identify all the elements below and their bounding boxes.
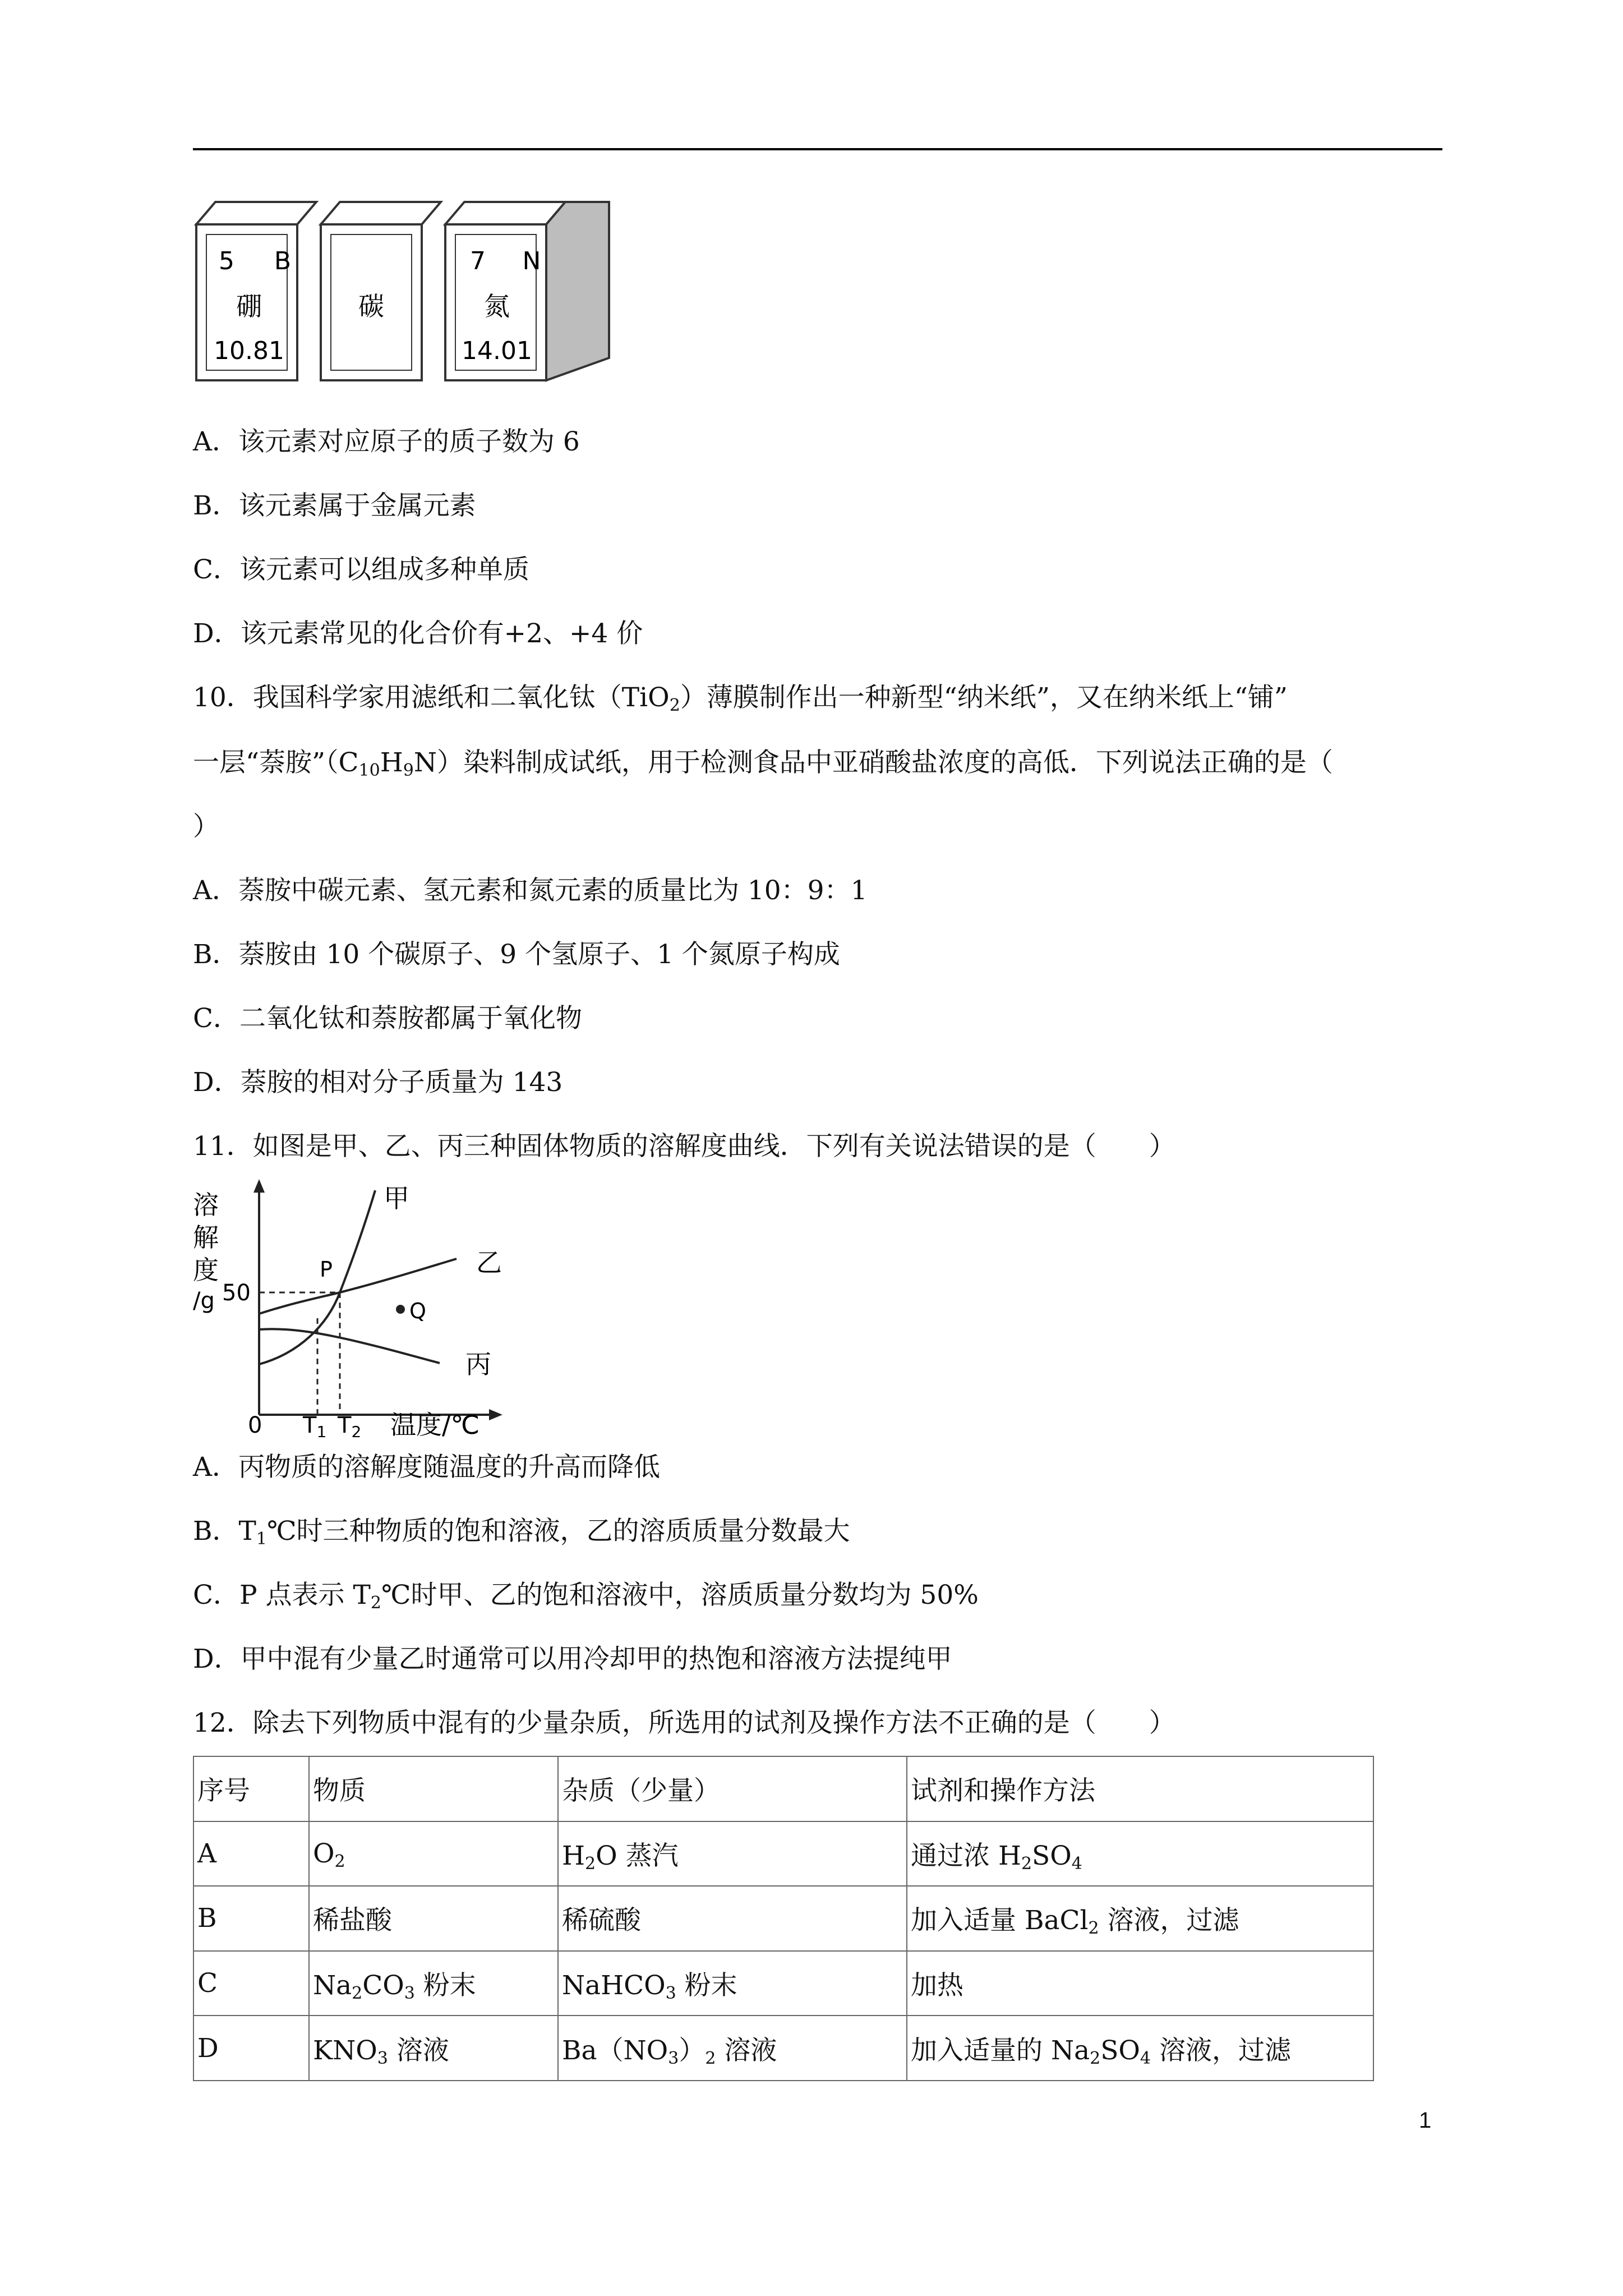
row-impurity: 稀硫酸 xyxy=(558,1886,907,1951)
table-row xyxy=(193,1821,1373,1887)
table-row xyxy=(193,1886,1373,1951)
q11-stem: 11．如图是甲、乙、丙三种固体物质的溶解度曲线．下列有关说法错误的是（ ） xyxy=(193,1131,1175,1162)
row-impurity: $Ba(NO_3)_2$ 溶液 xyxy=(558,2016,907,2081)
origin-label: 0 xyxy=(248,1412,262,1437)
row-method: 通过浓 $H_2SO_4$ xyxy=(907,1821,1373,1887)
cell-3-name: 氮 xyxy=(484,291,510,321)
q12-stem: 12．除去下列物质中混有的少量杂质，所选用的试剂及操作方法不正确的是（ ） xyxy=(193,1708,1175,1738)
row-id: C xyxy=(193,1951,309,2016)
curve-bing xyxy=(259,1329,440,1363)
point-p-label: P xyxy=(320,1257,333,1282)
curve-jia-label: 甲 xyxy=(384,1183,409,1213)
header-cell: 序号 xyxy=(193,1756,309,1821)
row-method: 加热 xyxy=(907,1951,1373,2016)
q10-option-d: D．萘胺的相对分子质量为 143 xyxy=(193,1067,563,1098)
table-row xyxy=(193,2016,1373,2081)
header-cell: 试剂和操作方法 xyxy=(907,1756,1373,1821)
q9-option-c: C．该元素可以组成多种单质 xyxy=(193,554,529,585)
table-header-row xyxy=(193,1756,1373,1821)
ylabel-char-4: /g xyxy=(193,1288,215,1314)
row-impurity: NaHCO$_3$ 粉末 xyxy=(558,1951,907,2016)
curve-jia xyxy=(259,1190,375,1364)
header-cell: 杂质（少量） xyxy=(558,1756,907,1821)
x-axis-label: 温度/℃ xyxy=(390,1410,480,1437)
q9-option-b: B．该元素属于金属元素 xyxy=(193,490,476,521)
ylabel-char-3: 度 xyxy=(193,1255,219,1285)
t2-label: $T_2$ xyxy=(338,1412,362,1437)
ylabel-char-1: 溶 xyxy=(193,1190,219,1220)
ylabel-char-2: 解 xyxy=(193,1222,219,1253)
row-substance: $KNO_3$ 溶液 xyxy=(309,2016,558,2081)
cell-1-symbol: B xyxy=(274,247,292,275)
t1-label: $T_1$ xyxy=(303,1412,327,1437)
q10-option-a: A．萘胺中碳元素、氢元素和氮元素的质量比为 10：9：1 xyxy=(193,875,868,906)
row-id: A xyxy=(193,1821,309,1887)
curve-yi xyxy=(259,1259,457,1314)
curve-yi-label: 乙 xyxy=(476,1248,502,1278)
q9-option-a: A．该元素对应原子的质子数为 6 xyxy=(193,426,580,457)
q9-option-d: D．该元素常见的化合价有+2、+4 价 xyxy=(193,618,643,649)
q10-stem-line2: 一层“萘胺$”(C_{10}H_9N)$染料制成试纸，用于检测食品中亚硝酸盐浓度的高低．下列说法正确的是（ xyxy=(193,747,1333,780)
row-method: 加入适量的 $Na_2SO_4$ 溶液，过滤 xyxy=(907,2016,1373,2081)
row-substance: 稀盐酸 xyxy=(309,1886,558,1951)
q12-table xyxy=(193,1756,1374,2081)
point-q-label: Q xyxy=(409,1299,426,1323)
row-impurity: $H_2O$ 蒸汽 xyxy=(558,1821,907,1887)
element-cells-figure xyxy=(193,191,619,394)
q10-option-b: B．萘胺由 10 个碳原子、9 个氢原子、1 个氮原子构成 xyxy=(193,939,840,970)
q11-option-d: D．甲中混有少量乙时通常可以用冷却甲的热饱和溶液方法提纯甲 xyxy=(193,1644,952,1674)
q11-option-b: B．$T_1℃$时三种物质的饱和溶液，乙的溶质质量分数最大 xyxy=(193,1516,850,1549)
row-id: B xyxy=(193,1886,309,1951)
q11-option-a: A．丙物质的溶解度随温度的升高而降低 xyxy=(193,1452,660,1483)
q10-option-c: C．二氧化钛和萘胺都属于氧化物 xyxy=(193,1003,582,1034)
row-id: D xyxy=(193,2016,309,2081)
q10-stem-line3: ） xyxy=(193,811,219,842)
solubility-curve-figure xyxy=(193,1174,507,1444)
row-method: 加入适量 BaCl$_2$ 溶液，过滤 xyxy=(907,1886,1373,1951)
row-substance: $O_2$ xyxy=(309,1821,558,1887)
q10-stem-line1: 10．我国科学家用滤纸和二氧化钛（TiO$_2$）薄膜制作出一种新型“纳米纸”，又在纳米纸上“铺” xyxy=(193,682,1288,715)
page-number: 1 xyxy=(1419,2108,1432,2133)
table-row xyxy=(193,1951,1373,2016)
curve-bing-label: 丙 xyxy=(465,1349,491,1379)
cell-3-number: 7 xyxy=(470,247,486,275)
y-tick-50: 50 xyxy=(222,1280,251,1306)
cell-1-number: 5 xyxy=(219,247,234,275)
row-substance: $Na_2CO_3$ 粉末 xyxy=(309,1951,558,2016)
cell-2-name: 碳 xyxy=(358,291,384,321)
cell-1-name: 硼 xyxy=(236,291,262,321)
cell-3-symbol: N xyxy=(522,247,541,275)
q11-option-c: C．P 点表示 $T_2℃$时甲、乙的饱和溶液中，溶质质量分数均为 50% xyxy=(193,1580,979,1613)
header-cell: 物质 xyxy=(309,1756,558,1821)
cell-1-mass: 10.81 xyxy=(214,337,284,365)
point-q-dot xyxy=(396,1305,405,1314)
header-rule xyxy=(193,148,1442,150)
cell-3-mass: 14.01 xyxy=(462,337,532,365)
